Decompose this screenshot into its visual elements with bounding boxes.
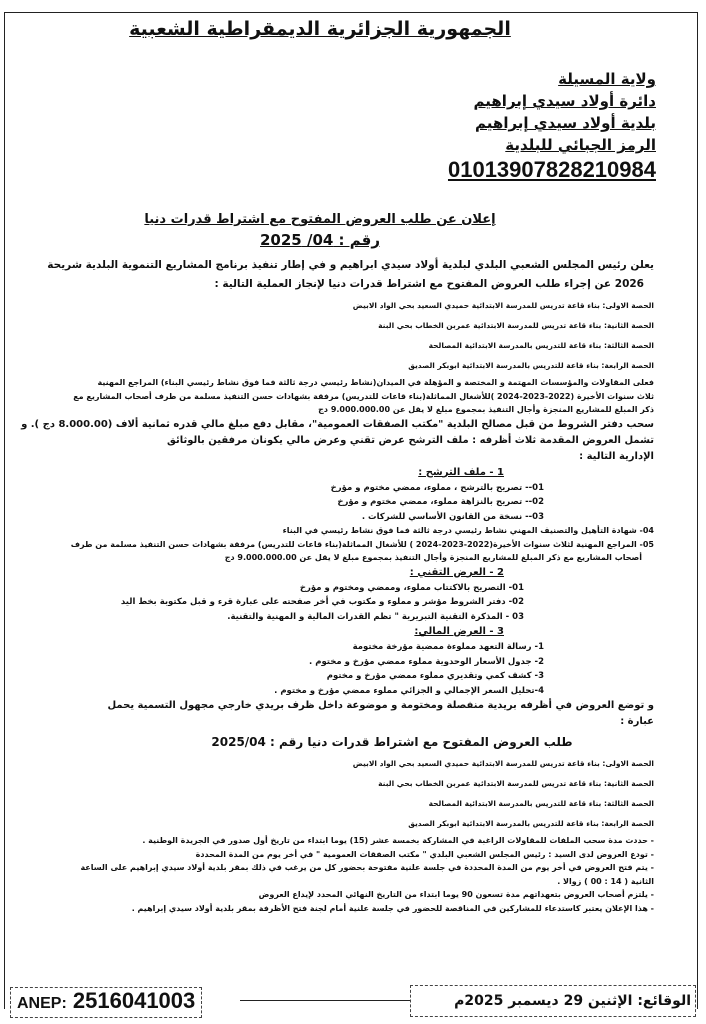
- envelope-line: و توضع العروض في أظرفه بريدية منفصلة ومختومة و موضوعة داخل ظرف بريدي خارجي مجهول التسمية يحمل: [107, 700, 654, 711]
- envelope-title: طلب العروض المفتوح مع اشتراط قدرات دنيا رقم : 2025/04: [211, 735, 573, 749]
- footer-divider: [240, 1000, 410, 1001]
- announcement-body: [21, 256, 654, 915]
- announcement-heading: [0, 210, 640, 250]
- eligibility-line: فعلى المقاولات والمؤسسات المهتمة و المختصة و المؤهلة في الميدان(نشاط رئيسي درجة ثالثة فما فوق نشاط رئيسي البناء) المراجع المهنية: [97, 378, 654, 387]
- note-line: الثانية ( 14 : 00 ) زوالا .: [557, 876, 654, 886]
- eligibility-line: ثلاث سنوات الأخيرة (2022-2023-2024 )للأشغال المماثلة(بناء قاعات للتدريس) مرفقة بشهادات حسن التنفيذ مسلمة من طرف أصحاب المشاريع مع: [73, 391, 654, 401]
- section3-item: 3- كشف كمي وتقديري مملوء ممضي مؤرخ و مختوم: [326, 671, 544, 681]
- lot-item: الحصة الرابعة: بناء قاعة للتدريس بالمدرسة الابتدائية ابوبكر الصديق: [408, 361, 654, 370]
- section1-item: 02-- تصريح بالنزاهة مملوء، ممضي مختوم و مؤرخ: [337, 497, 544, 507]
- lot-item: الحصة الثالثة: بناء قاعة للتدريس بالمدرسة الابتدائية المصالحة: [428, 799, 654, 808]
- section2-heading: 2 - العرض التقني :: [409, 566, 504, 578]
- eligibility-line: ذكر المبلغ للمشاريع المنجزة وأجال التنفيذ بمجموع مبلغ لا يقل عن 9.000.000.00 دج: [318, 405, 654, 414]
- note-line: - تودع العروض لدى السيد : رئيس المجلس الشعبي البلدي " مكتب الصفقات العمومية " في أخر يوم من المدة المحددة: [195, 849, 654, 859]
- envelope-line: عبارة :: [620, 716, 654, 727]
- withdraw-line: الإدارية التالية :: [579, 450, 654, 462]
- section1-item: 05- المراجع المهنية لثلاث سنوات الأخيرة(2022-2023-2024 ) للأشغال المماثلة(بناء قاعات للتدريس) مرفقة بشهادات حسن التنفيذ مسلمة من طرف: [70, 539, 654, 549]
- section2-item: 01- التصريح بالاكتتاب مملوء، وممضي ومختوم و مؤرخ: [299, 582, 524, 593]
- announcement-title: إعلان عن طلب العروض المفتوح مع اشتراط قدرات دنيا: [144, 212, 496, 227]
- section3-item: 2- جدول الأسعار الوحدوية مملوء ممضي مؤرخ و مختوم .: [309, 656, 544, 667]
- lot-item: الحصة الرابعة: بناء قاعة للتدريس بالمدرسة الابتدائية ابوبكر الصديق: [408, 819, 654, 828]
- section1-item: 04- شهادة التأهيل والتصنيف المهني نشاط رئيسي درجة ثالثة فما فوق نشاط رئيسي في البناء: [282, 526, 654, 535]
- section3-heading: 3 - العرض المالي:: [414, 626, 504, 637]
- intro-line: يعلن رئيس المجلس الشعبي البلدي لبلدية أولاد سيدي ابراهيم و في إطار تنفيذ برنامج المشاريع التنموية البلدية شريحة: [47, 259, 654, 271]
- lot-item: الحصة الاولى: بناء قاعة تدريس للمدرسة الابتدائية حميدي السعيد بحي الواد الابيض: [352, 301, 654, 310]
- withdraw-line: تشمل العروض المقدمة ثلاث أظرفه : ملف الترشح عرض تقني وعرض مالي يكونان مرفقين بالوثائق: [166, 434, 654, 446]
- issuer-header: [448, 68, 656, 184]
- lot-item: الحصة الثانية: بناء قاعة تدريس للمدرسة الابتدائية عمربن الخطاب بحي البنة: [378, 321, 654, 330]
- lot-item: الحصة الثالثة: بناء قاعة للتدريس بالمدرسة الابتدائية المصالحة: [428, 341, 654, 350]
- wilaya: ولاية المسيلة: [558, 70, 656, 88]
- withdraw-line: سحب دفتر الشروط من قبل مصالح البلدية "مكتب الصفقات العمومية"، مقابل دفع مبلغ مالي قدره ثمانية ألاف (8.000.00 دج ). و: [21, 418, 654, 430]
- section1-item: 01-- تصريح بالترشح ، مملوء، ممضي مختوم و مؤرخ: [330, 482, 544, 493]
- section3-item: 4-تحليل السعر الإجمالي و الجزائي مملوء ممضي مؤرخ و مختوم .: [274, 685, 544, 696]
- section1-item: أصحاب المشاريع مع ذكر المبلغ للمشاريع المنجزة وأجال التنفيذ بمجموع مبلغ لا يقل عن 9.000.000.00 دج: [224, 553, 642, 562]
- section3-item: 1- رسالة التعهد مملوءة ممضية مؤرخة مختومة: [352, 642, 544, 652]
- note-line: - يلتزم أصحاب العروض بتعهداتهم مدة تسعون 90 يوما ابتداء من التاريخ النهائي المحدد لإيداع العروض: [258, 890, 654, 899]
- section2-item: 02- دفتر الشروط مؤشر و مملوء و مكتوب في أخر صفحته على عبارة قرء و قبل مكتوبة بخط اليد: [120, 597, 524, 607]
- anep-reference: [10, 987, 202, 1018]
- publication-date: الوقائع: الإثنين 29 ديسمبر 2025م: [410, 985, 696, 1017]
- lot-item: الحصة الثانية: بناء قاعة تدريس للمدرسة الابتدائية عمربن الخطاب بحي البنة: [378, 779, 654, 788]
- anep-number: 2516041003: [72, 988, 196, 1013]
- commune: بلدية أولاد سيدي إبراهيم: [475, 114, 656, 132]
- section1-heading: 1 - ملف الترشح :: [418, 466, 504, 478]
- lot-item: الحصة الاولى: بناء قاعة تدريس للمدرسة الابتدائية حميدي السعيد بحي الواد الابيض: [352, 759, 654, 768]
- note-line: - هذا الإعلان يعتبر كاستدعاء للمشاركين في المناقصة للحضور في جلسة علنية أمام لجنة فتح الأظرفة بمقر بلدية أولاد سيدي إبراهيم .: [131, 903, 654, 913]
- section1-item: 03-- نسخة من القانون الأساسي للشركات .: [361, 511, 544, 522]
- announcement-number: رقم : 04/ 2025: [260, 231, 380, 249]
- fiscal-label: الرمز الجبائي للبلدية: [505, 136, 656, 154]
- anep-label: ANEP:: [17, 995, 67, 1012]
- section2-item: 03 - المذكرة التقنية التبريرية " تظم القدرات المالية و المهنية والتقنية.: [227, 611, 524, 622]
- daira: دائرة أولاد سيدي إبراهيم: [473, 92, 656, 110]
- republic-title: الجمهورية الجزائرية الديمقراطية الشعبية: [129, 18, 511, 40]
- note-line: - حددت مدة سحب الملفات للمقاولات الراغبة في المشاركة بخمسة عشر (15) يوما ابتداء من تاريخ أول صدور في الجريدة الوطنية .: [142, 836, 654, 845]
- fiscal-code: 01013907828210984: [447, 157, 656, 182]
- intro-line: 2026 عن إجراء طلب العروض المفتوح مع اشتراط قدرات دنيا لإنجاز العملية التالية :: [214, 278, 644, 290]
- note-line: - يتم فتح العروض في أخر يوم من المدة المحددة في جلسة علنية مفتوحة بحضور كل من يرغب في ذلك بمقر بلدية أولاد سيدي إبراهيم على الساعة: [80, 863, 654, 872]
